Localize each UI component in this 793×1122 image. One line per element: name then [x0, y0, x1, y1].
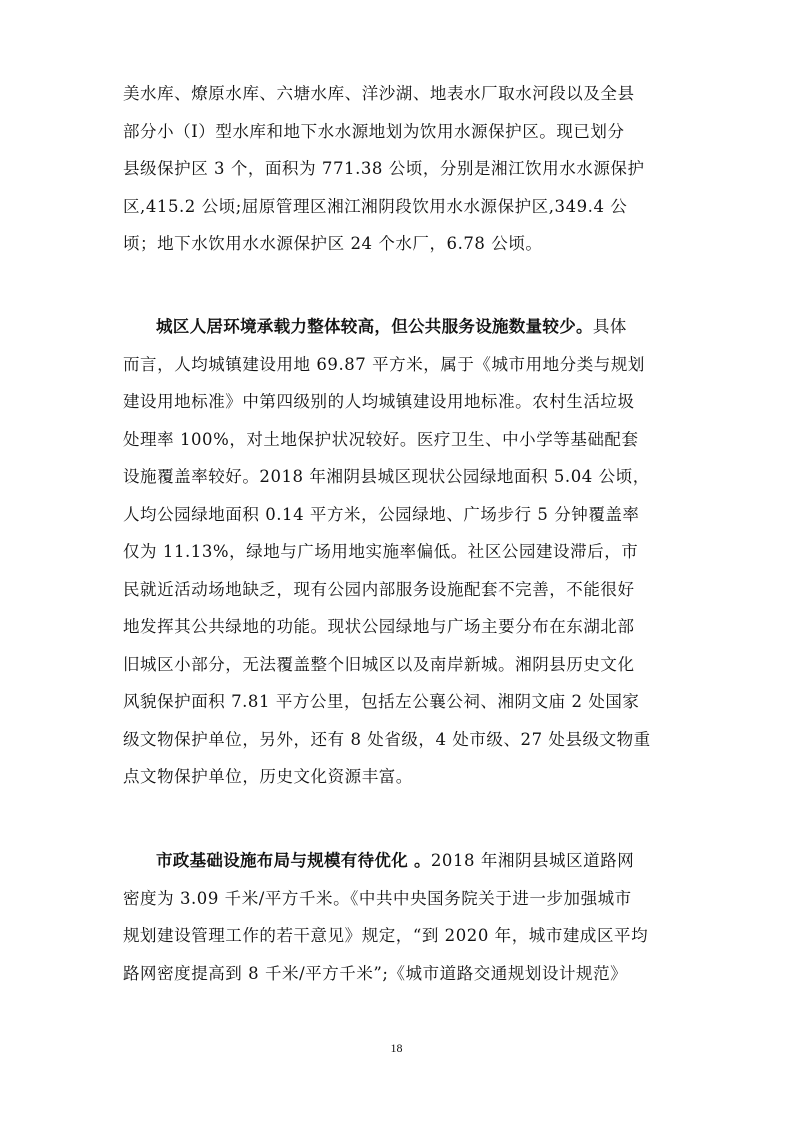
- text-line: 处理率 100%，对土地保护状况较好。医疗卫生、中小学等基础配套: [123, 429, 639, 449]
- text-line: 县级保护区 3 个，面积为 771.38 公顷，分别是湘江饮用水水源保护: [123, 159, 645, 178]
- text-line: 部分小（Ⅰ）型水库和地下水水源地划为饮用水源保护区。现已划分: [123, 121, 625, 141]
- text-line: 美水库、燎原水库、六塘水库、洋沙湖、地表水厂取水河段以及全县: [123, 84, 635, 103]
- text-line: [123, 308, 675, 346]
- text-line: 旧城区小部分，无法覆盖整个旧城区以及南岸新城。湘阴县历史文化: [123, 654, 635, 674]
- text-line: 密度为 3.09 千米/平方千米。《中共中央国务院关于进一步加强城市: [123, 888, 632, 908]
- paragraph-heading: 市政基础设施布局与规模有待优化 。: [156, 851, 431, 870]
- text-span: 2018 年湘阴县城区道路网: [430, 851, 635, 870]
- paragraph-water-source-protection: [123, 75, 675, 263]
- text-line: 路网密度提高到 8 千米/平方千米”;《城市道路交通规划设计规范》: [123, 963, 628, 983]
- paragraph-municipal-infrastructure: [123, 842, 675, 992]
- text-line: 顷；地下水饮用水水源保护区 24 个水厂，6.78 公顷。: [123, 234, 543, 253]
- page-number: 18: [390, 1041, 403, 1055]
- paragraph-living-environment: [123, 308, 675, 796]
- text-line: [123, 842, 675, 880]
- text-span: 具体: [592, 317, 627, 336]
- text-line: 建设用地标准》中第四级别的人均城镇建设用地标准。农村生活垃圾: [123, 392, 635, 411]
- text-line: 而言，人均城镇建设用地 69.87 平方米，属于《城市用地分类与规划: [123, 354, 645, 374]
- text-line: 区,415.2 公顷;屈原管理区湘江湘阴段饮用水水源保护区,349.4 公: [123, 196, 628, 216]
- paragraph-heading: 城区人居环境承载力整体较高，但公共服务设施数量较少。: [156, 317, 593, 336]
- text-line: 风貌保护面积 7.81 平方公里，包括左公襄公祠、湘阴文庙 2 处国家: [123, 692, 640, 711]
- text-line: 仅为 11.13%，绿地与广场用地实施率偏低。社区公园建设滞后，市: [123, 542, 639, 561]
- text-line: 级文物保护单位，另外，还有 8 处省级，4 处市级、27 处县级文物重: [123, 729, 651, 749]
- text-line: 点文物保护单位，历史文化资源丰富。: [123, 767, 413, 786]
- text-line: 设施覆盖率较好。2018 年湘阴县城区现状公园绿地面积 5.04 公顷，: [123, 467, 650, 486]
- text-line: 人均公园绿地面积 0.14 平方米，公园绿地、广场步行 5 分钟覆盖率: [123, 504, 640, 524]
- text-line: 地发挥其公共绿地的功能。现状公园绿地与广场主要分布在东湖北部: [123, 617, 635, 636]
- text-line: 民就近活动场地缺乏，现有公园内部服务设施配套不完善，不能很好: [123, 579, 635, 599]
- text-line: 规划建设管理工作的若干意见》规定，“到 2020 年，城市建成区平均: [123, 926, 649, 945]
